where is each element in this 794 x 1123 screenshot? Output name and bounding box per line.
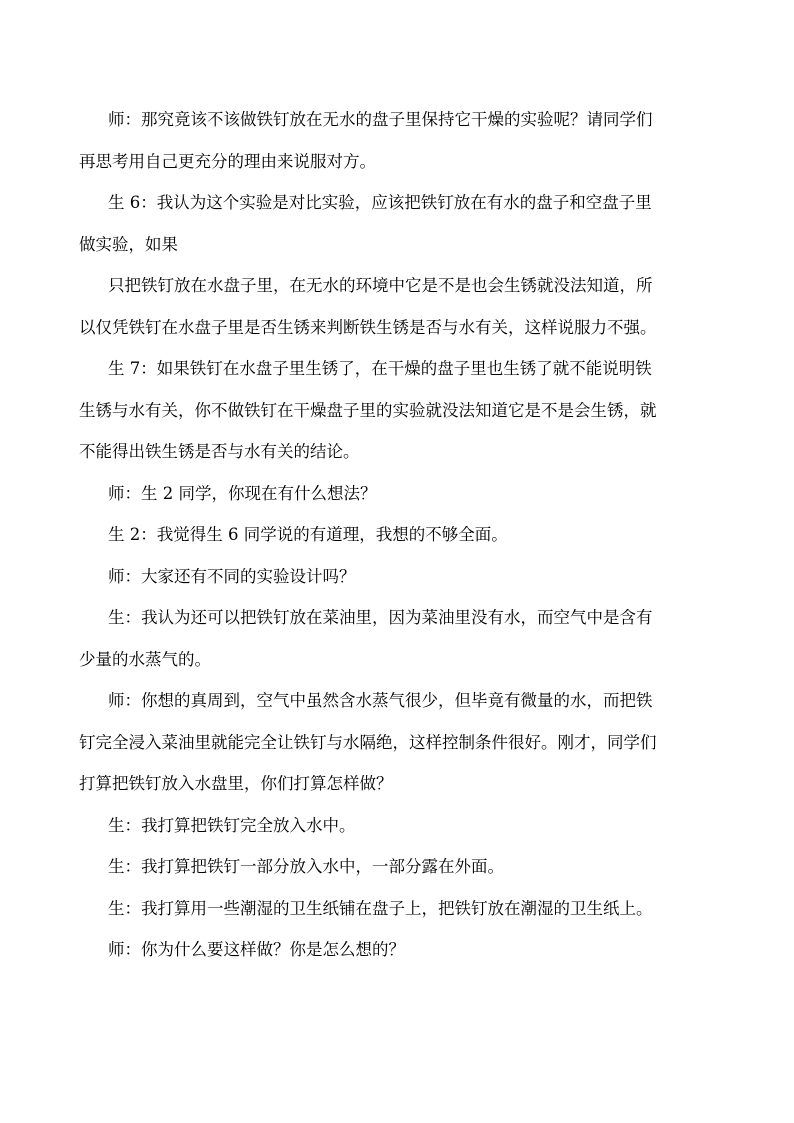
- paragraph-teacher-1: [79, 99, 728, 182]
- paragraph-student-plan-2: [108, 846, 728, 888]
- paragraph-teacher-3: [108, 556, 728, 598]
- paragraph-student-2: [108, 514, 728, 556]
- paragraph-line: 师：生 2 同学，你现在有什么想法？: [108, 483, 377, 503]
- paragraph-line: 生：我认为还可以把铁钉放在菜油里，因为菜油里没有水，而空气中是含有: [108, 608, 653, 627]
- paragraph-line: 做实验，如果: [79, 234, 178, 254]
- paragraph-line: 不能得出铁生锈是否与水有关的结论。: [79, 442, 360, 461]
- paragraph-line: 生：我打算把铁钉一部分放入水中，一部分露在外面。: [108, 857, 504, 876]
- paragraph-line: 师：你想的真周到，空气中虽然含水蒸气很少，但毕竟有微量的水，而把铁: [108, 691, 653, 710]
- paragraph-line: 师：大家还有不同的实验设计吗？: [108, 566, 356, 586]
- paragraph-teacher-2: [108, 473, 728, 515]
- paragraph-student-oil: [79, 597, 728, 680]
- paragraph-line: 生 6：我认为这个实验是对比实验，应该把铁钉放在有水的盘子和空盘子里: [108, 193, 652, 212]
- paragraph-line: 师：你为什么要这样做？你是怎么想的？: [108, 940, 405, 959]
- paragraph-line: 以仅凭铁钉在水盘子里是否生锈来判断铁生锈是否与水有关，这样说服力不强。: [79, 317, 657, 337]
- paragraph-student-plan-1: [108, 805, 728, 847]
- paragraph-line: 生：我打算把铁钉完全放入水中。: [108, 815, 356, 835]
- paragraph-line: 少量的水蒸气的。: [79, 649, 211, 669]
- paragraph-line: 只把铁钉放在水盘子里，在无水的环境中它是不是也会生锈就没法知道，所: [108, 276, 653, 295]
- paragraph-student-6: [79, 182, 728, 265]
- paragraph-line: 再思考用自己更充分的理由来说服对方。: [79, 151, 376, 171]
- paragraph-line: 生 2：我觉得生 6 同学说的有道理，我想的不够全面。: [108, 525, 508, 544]
- paragraph-teacher-5: [108, 929, 728, 971]
- paragraph-line: 钉完全浸入菜油里就能完全让铁钉与水隔绝，这样控制条件很好。刚才，同学们: [79, 732, 657, 752]
- paragraph-line: 师：那究竟该不该做铁钉放在无水的盘子里保持它干燥的实验呢？请同学们: [108, 110, 653, 129]
- paragraph-line: 生锈与水有关，你不做铁钉在干燥盘子里的实验就没法知道它是不是会生锈，就: [79, 400, 657, 420]
- paragraph-line: 生 7：如果铁钉在水盘子里生锈了，在干燥的盘子里也生锈了就不能说明铁: [108, 359, 652, 378]
- paragraph-student-6-continued: [79, 265, 728, 348]
- paragraph-student-plan-3: [108, 888, 728, 930]
- paragraph-line: 打算把铁钉放入水盘里，你们打算怎样做？: [79, 774, 393, 793]
- paragraph-line: 生：我打算用一些潮湿的卫生纸铺在盘子上，把铁钉放在潮湿的卫生纸上。: [108, 898, 653, 918]
- paragraph-teacher-4: [79, 680, 728, 805]
- document-body: [79, 99, 728, 971]
- paragraph-student-7: [79, 348, 728, 473]
